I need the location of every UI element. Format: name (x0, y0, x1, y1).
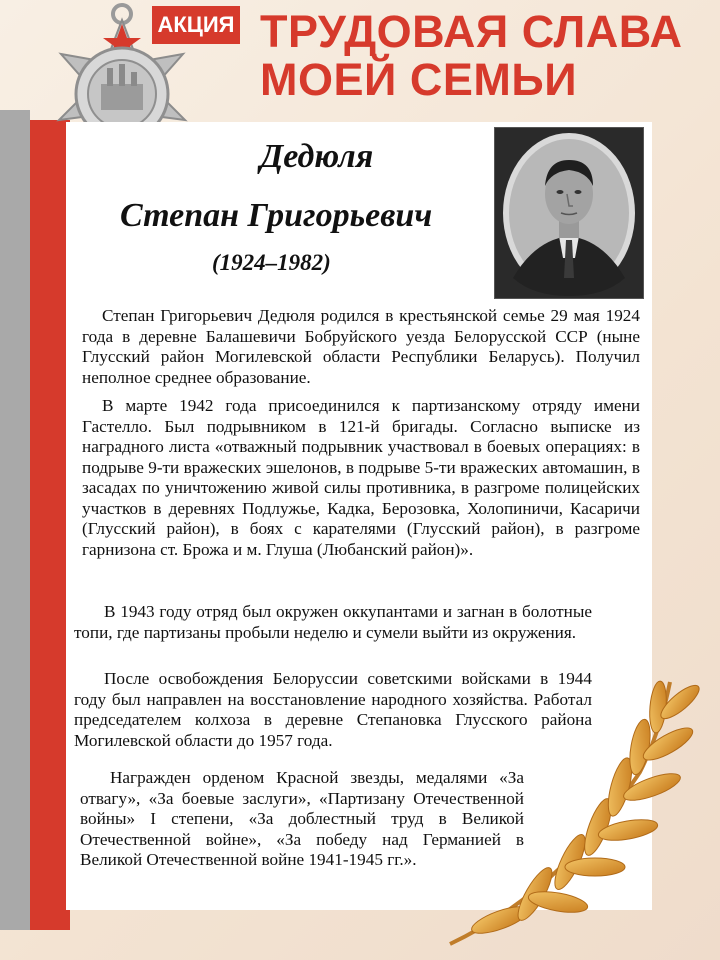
person-first-names: Степан Григорьевич (120, 197, 433, 234)
portrait-photo (494, 127, 644, 299)
page-title-line2: МОЕЙ СЕМЬИ (260, 54, 578, 105)
biography-paragraph-1: Степан Григорьевич Дедюля родился в крестьянской семье 29 мая 1924 года в деревне Балашевичи Бобруйского уезда Белорусской ССР (ныне Глусский район Могилевской области Республики Беларусь). Получил неполное среднее образование. (82, 306, 640, 387)
biography-paragraph-4: После освобождения Белоруссии советскими войсками в 1944 году был направлен на восстановление народного хозяйства. Работал председателем колхоза в деревне Степановка Глусского района Могилевской области до 1957 года. (74, 669, 592, 750)
decorative-red-band (30, 120, 70, 930)
person-last-name: Дедюля (260, 138, 374, 175)
page-title-line1: ТРУДОВАЯ СЛАВА (260, 6, 683, 57)
laurel-branch-icon (440, 662, 710, 952)
biography-paragraph-3: В 1943 году отряд был окружен оккупантами и загнан в болотные топи, где партизаны пробыли неделю и сумели выйти из окружения. (74, 602, 592, 642)
biography-paragraph-2: В марте 1942 года присоединился к партизанскому отряду имени Гастелло. Был подрывником в 121-й бригады. Согласно выписке из наградного листа «отважный подрывник участвовал в боевых операциях: в подрыве 9-ти вражеских эшелонов, в подрыве 5-ти вражеских автомашин, в засадах по уничтожению живой силы противника, в разгроме полицейских участков в деревнях Подлужье, Кадка, Берозовка, Холопиничи, Касаричи (Глусский район), в боях с карателями (Глусский район), в разгроме гарнизона ст. Брожа и м. Глуша (Любанский район)». (82, 396, 640, 559)
campaign-badge: АКЦИЯ (152, 6, 240, 44)
page-title (260, 8, 700, 104)
decorative-gray-strip (0, 110, 30, 930)
awards-paragraph: Награжден орденом Красной звезды, медалями «За отвагу», «За боевые заслуги», «Партизану Отечественной войны» I степени, «За доблестный труд в Великой Отечественной войне», «За победу над Германией в Великой Отечественной войне 1941-1945 гг.». (80, 768, 524, 869)
person-life-years: (1924–1982) (212, 250, 331, 275)
